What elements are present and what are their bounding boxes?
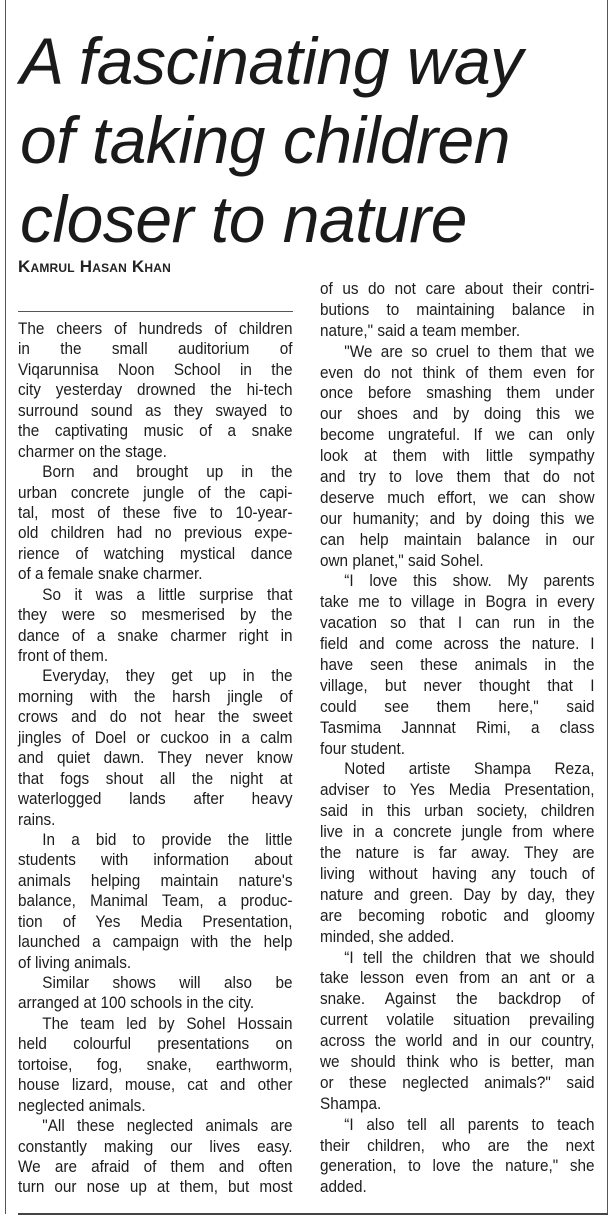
byline-divider	[18, 311, 293, 312]
text-line: village, but never thought that I	[320, 675, 595, 695]
article-paragraph	[320, 571, 595, 759]
text-line: balance, Manimal Team, a produc-	[18, 891, 293, 911]
text-line: added.	[320, 1177, 367, 1197]
article-paragraph	[18, 319, 293, 462]
text-line: four student.	[320, 738, 406, 758]
text-line: in the small auditorium of	[18, 339, 293, 359]
headline-line: of taking children	[20, 103, 510, 177]
text-line: urban concrete jungle of the capi-	[18, 482, 293, 502]
text-line: charmer on the stage.	[18, 441, 167, 461]
article-paragraph	[320, 1115, 595, 1199]
text-line: across the world and in our country,	[320, 1031, 595, 1051]
text-line: have seen these animals in the	[320, 655, 595, 675]
left-border	[5, 0, 6, 1214]
text-line: our shoes and by doing this we	[320, 404, 595, 424]
text-line: surround sound as they swayed to	[18, 400, 293, 420]
right-border	[607, 0, 608, 1214]
text-line: Shampa.	[320, 1093, 382, 1113]
text-line: butions to maintaining balance in	[320, 299, 595, 319]
text-line: tion of Yes Media Presentation,	[18, 911, 293, 931]
text-line: become ungrateful. If we can only	[320, 425, 595, 445]
text-line: students with information about	[18, 850, 293, 870]
article-paragraph	[320, 759, 595, 947]
text-line: the nature is far away. They are	[320, 843, 595, 863]
text-line: own planet," said Sohel.	[320, 550, 484, 570]
text-line: Viqarunnisa Noon School in the	[18, 359, 293, 379]
text-line: said in this urban society, children	[320, 801, 595, 821]
text-line: generation, to love the nature," she	[320, 1156, 595, 1176]
text-line: Tasmima Jannnat Rimi, a class	[320, 717, 595, 737]
text-line: neglected animals.	[18, 1095, 146, 1115]
article-column-left	[18, 319, 293, 1198]
text-line: crows and do not hear the sweet	[18, 707, 293, 727]
text-line: their children, who are the next	[320, 1135, 595, 1155]
article-paragraph	[18, 585, 293, 667]
text-line: tal, most of these five to 10-year-	[18, 502, 293, 522]
text-line: held colourful presentations on	[18, 1034, 293, 1054]
text-line: rains.	[18, 809, 56, 829]
text-line: city yesterday drowned the hi-tech	[18, 380, 293, 400]
text-line: even do not think of them even for	[320, 362, 595, 382]
text-line: adviser to Yes Media Presentation,	[320, 780, 595, 800]
byline: Kamrul Hasan Khan	[18, 257, 172, 276]
article-paragraph	[320, 342, 595, 572]
article-paragraph	[320, 279, 595, 342]
text-line: morning with the harsh jingle of	[18, 686, 293, 706]
text-line: they were so mesmerised by the	[18, 605, 293, 625]
text-line: or these neglected animals?" said	[320, 1072, 595, 1092]
text-line: launched a campaign with the help	[18, 932, 293, 952]
text-line: “I love this show. My parents	[344, 571, 595, 591]
text-line: take lesson even from an ant or a	[320, 968, 595, 988]
text-line: look at them with little sympathy	[320, 446, 595, 466]
article-paragraph	[18, 462, 293, 585]
text-line: front of them.	[18, 646, 109, 665]
article-paragraph	[18, 1116, 293, 1198]
text-line: In a bid to provide the little	[42, 829, 293, 849]
text-line: rience of watching mystical dance	[18, 543, 293, 563]
article-column-right	[320, 279, 595, 1198]
text-line: The cheers of hundreds of children	[18, 319, 293, 338]
text-line: Born and brought up in the	[42, 462, 293, 482]
text-line: turn our nose up at them, but most	[18, 1177, 293, 1197]
text-line: "We are so cruel to them that we	[344, 341, 595, 361]
article-paragraph	[320, 948, 595, 1115]
text-line: take me to village in Bogra in every	[320, 592, 595, 612]
text-line: and quiet dawn. They never know	[18, 748, 293, 768]
text-line: deserve much effort, we can show	[320, 487, 595, 507]
text-line: can help maintain balance in our	[320, 529, 595, 549]
text-line: of us do not care about their contri-	[320, 279, 595, 298]
article-paragraph	[18, 830, 293, 973]
text-line: arranged at 100 schools in the city.	[18, 993, 255, 1013]
article-paragraph	[18, 1014, 293, 1116]
headline-line: closer to nature	[20, 182, 467, 256]
text-line: that fogs shout all the night at	[18, 768, 293, 788]
headline-line: A fascinating way	[20, 24, 523, 98]
text-line: “I tell the children that we should	[344, 947, 595, 967]
text-line: living without having any touch of	[320, 863, 595, 883]
text-line: waterlogged lands after heavy	[18, 789, 293, 809]
text-line: live in a concrete jungle from where	[320, 822, 595, 842]
text-line: vacation so that I can run in the	[320, 613, 595, 633]
text-line: “I also tell all parents to teach	[344, 1114, 595, 1134]
text-line: minded, she added.	[320, 926, 455, 946]
text-line: current volatile situation prevailing	[320, 1010, 595, 1030]
text-line: So it was a little surprise that	[42, 584, 293, 604]
text-line: old children had no previous expe-	[18, 523, 293, 543]
headline	[20, 22, 523, 259]
text-line: "All these neglected animals are	[42, 1116, 293, 1136]
text-line: our humanity; and by doing this we	[320, 508, 595, 528]
text-line: house lizard, mouse, cat and other	[18, 1075, 293, 1095]
article-paragraph	[18, 666, 293, 830]
text-line: nature," said a team member.	[320, 320, 521, 340]
text-line: dance of a snake charmer right in	[18, 625, 293, 645]
text-line: Similar shows will also be	[42, 973, 293, 992]
text-line: could see them here," said	[320, 696, 595, 716]
text-line: constantly making our lives easy.	[18, 1136, 293, 1156]
text-line: tortoise, fog, snake, earthworm,	[18, 1054, 293, 1074]
text-line: jingles of Doel or cuckoo in a calm	[18, 727, 293, 747]
text-line: and try to love them that do not	[320, 467, 595, 487]
text-line: of living animals.	[18, 952, 132, 972]
text-line: Noted artiste Shampa Reza,	[344, 759, 595, 779]
text-line: the captivating music of a snake	[18, 421, 293, 441]
text-line: We are afraid of them and often	[18, 1156, 293, 1176]
text-line: are becoming robotic and gloomy	[320, 905, 595, 925]
text-line: of a female snake charmer.	[18, 564, 203, 584]
text-line: animals helping maintain nature's	[18, 870, 293, 890]
text-line: The team led by Sohel Hossain	[42, 1013, 293, 1033]
text-line: once before smashing them under	[320, 383, 595, 403]
text-line: nature and green. Day by day, they	[320, 884, 595, 904]
bottom-divider	[18, 1213, 608, 1215]
text-line: Everyday, they get up in the	[42, 666, 293, 686]
article-paragraph	[18, 973, 293, 1014]
text-line: we should think who is better, man	[320, 1051, 595, 1071]
text-line: snake. Against the backdrop of	[320, 989, 595, 1009]
text-line: field and come across the nature. I	[320, 634, 595, 654]
